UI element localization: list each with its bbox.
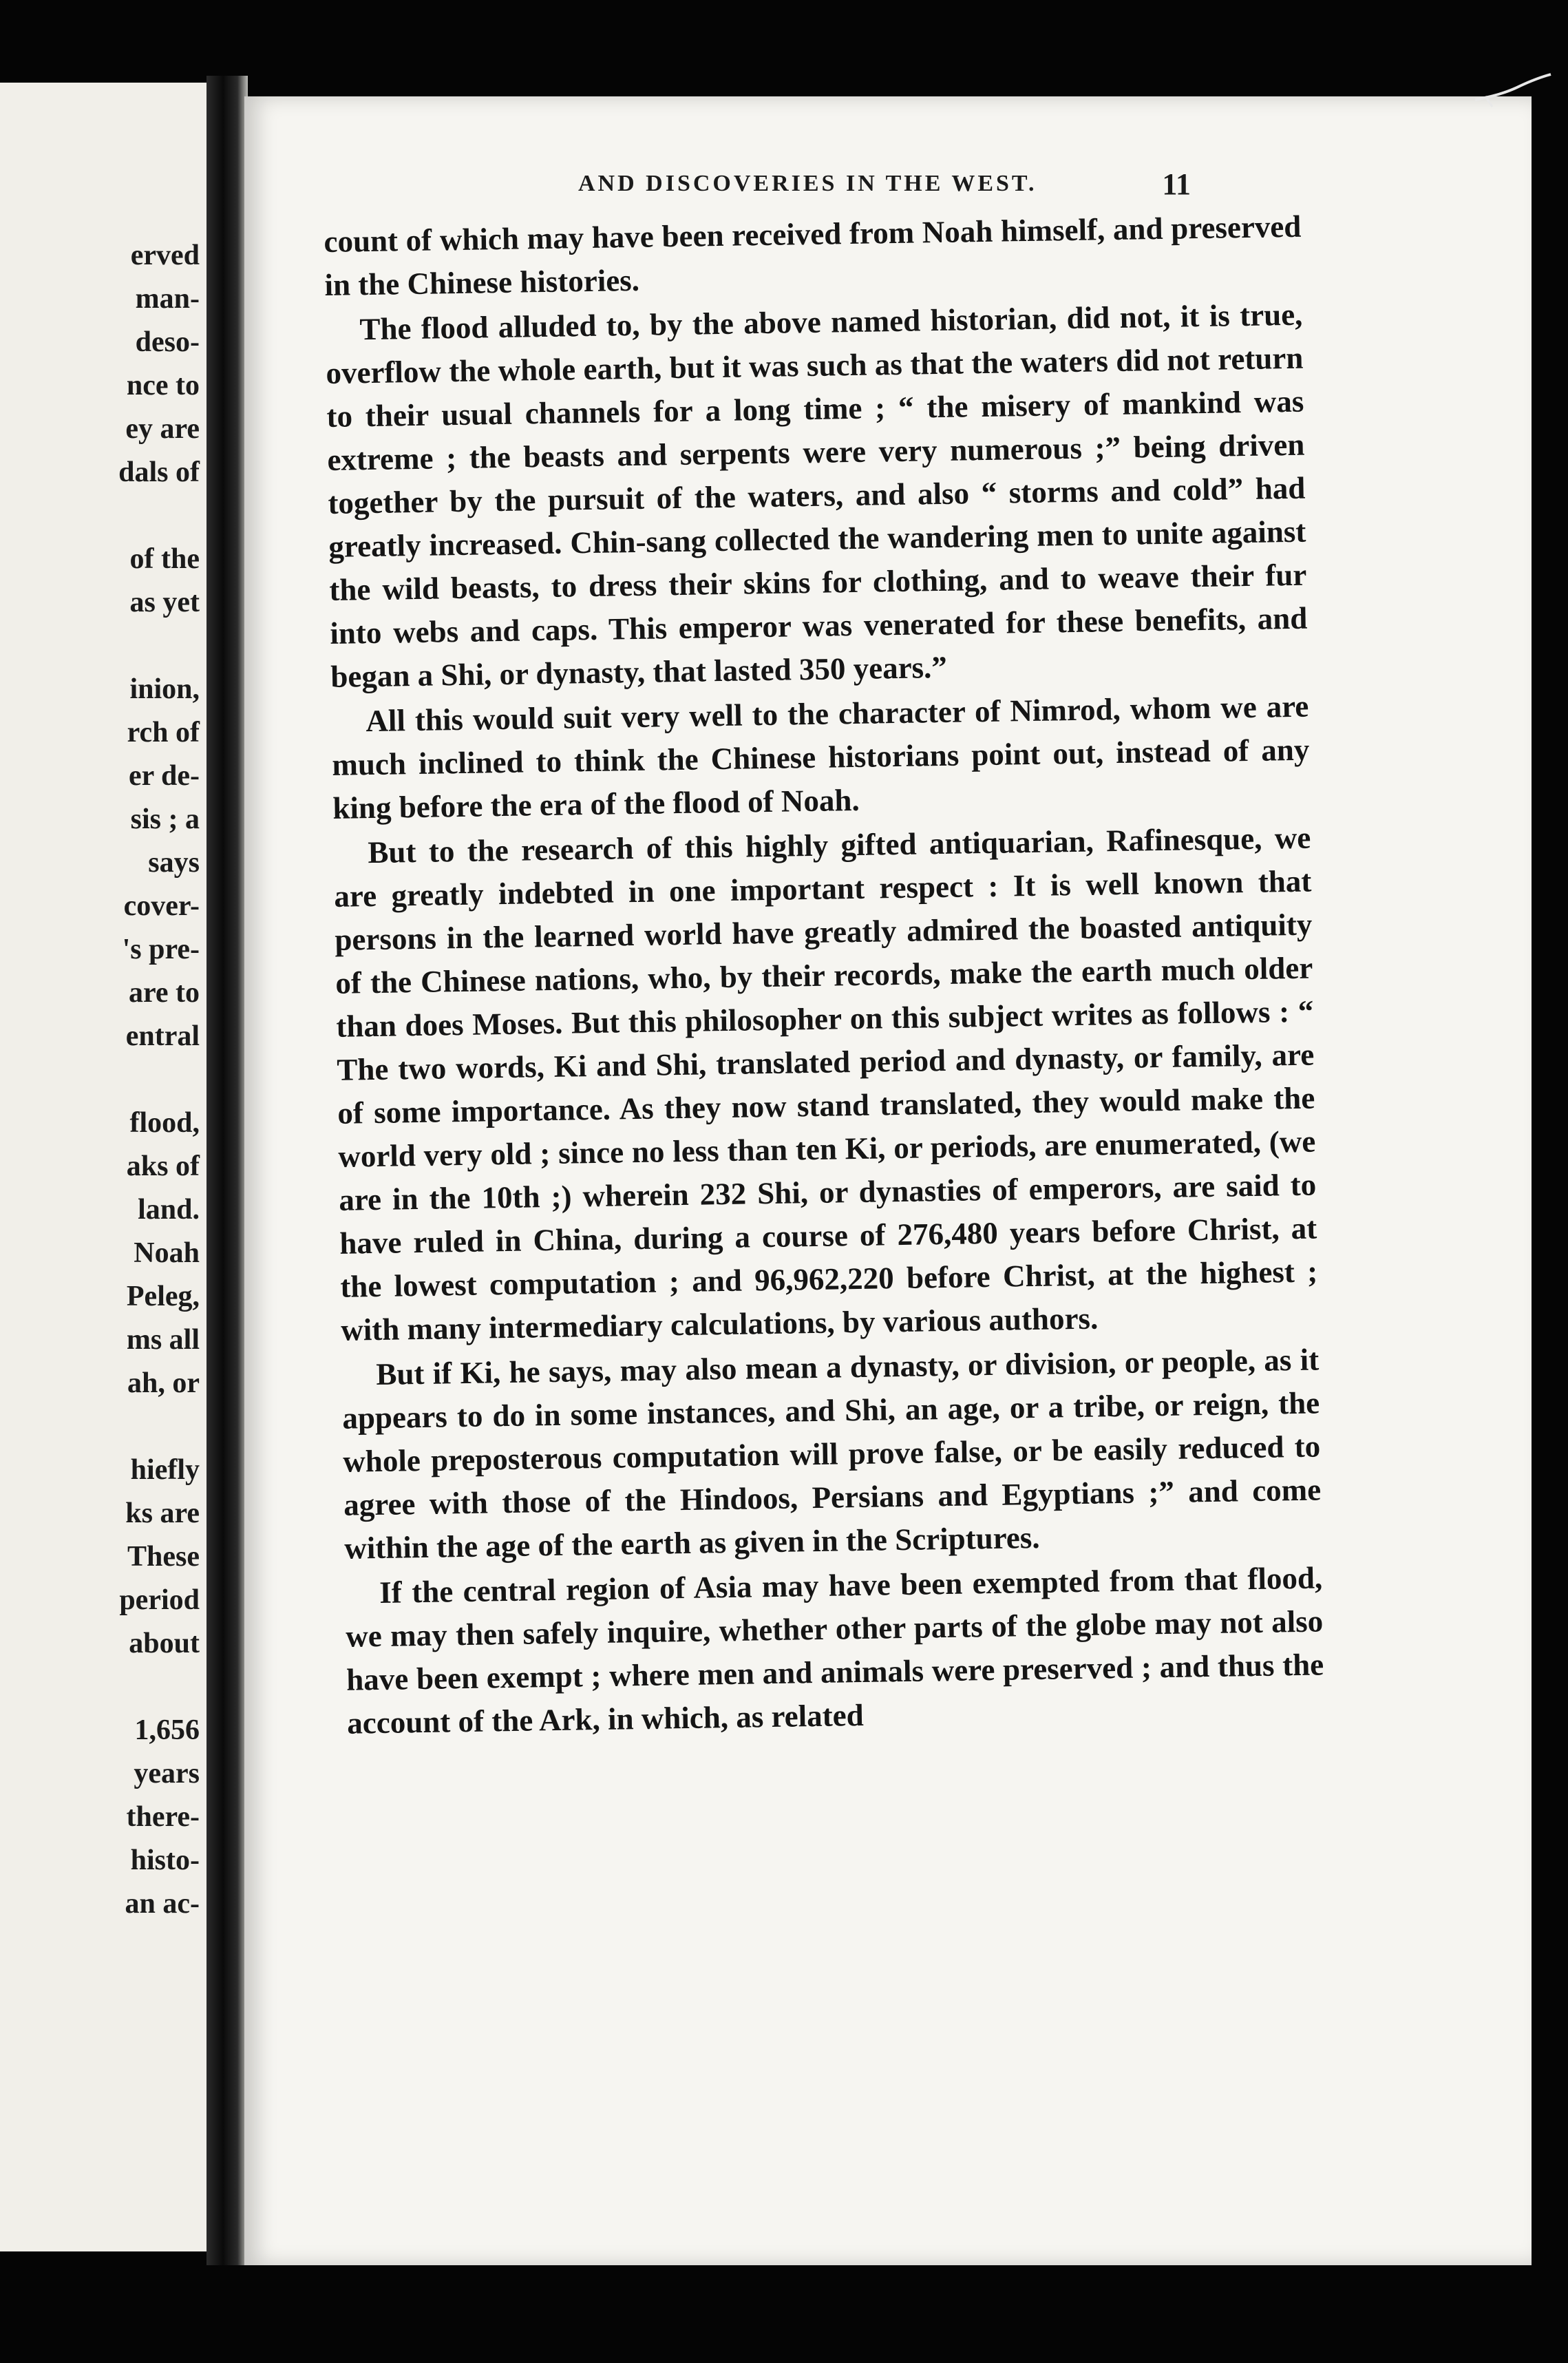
left-page-line: 's pre-	[122, 934, 200, 965]
left-page-line: land.	[138, 1194, 200, 1226]
left-page-line: rch of	[127, 717, 200, 748]
body-text	[324, 205, 1325, 1745]
page-header	[337, 167, 1191, 212]
left-page-line: ah, or	[127, 1367, 200, 1399]
left-page-line: of the	[129, 543, 200, 575]
left-page-line: flood,	[129, 1107, 200, 1139]
left-page-line: cover-	[123, 890, 200, 922]
left-page-line: are to	[128, 977, 200, 1009]
left-page-line: there-	[126, 1801, 200, 1833]
left-page-line: an ac-	[125, 1888, 200, 1920]
left-page-line: ks are	[125, 1498, 200, 1529]
left-page-line: These	[127, 1541, 200, 1573]
left-page-line: ms all	[126, 1324, 200, 1356]
left-page-line: sis ; a	[130, 804, 200, 835]
left-page-line: says	[148, 847, 200, 879]
left-page-line: inion,	[129, 673, 200, 705]
paragraph: The flood alluded to, by the above named historian, did not, it is true, overflow the whole earth, but it was such as that the waters did not return to their usual channels for a long time ; “ the misery of mankind was extreme ; the beasts and serpents were very numerous ;” being driven together by the pursuit of the waters, and also “ storms and cold” had greatly increased. Chin-sang collected the wandering men to unite against the wild beasts, to dress their skins for clothing, and to weave their fur into webs and caps. This emperor was venerated for these benefits, and began a Shi, or dynasty, that lasted 350 years.”	[326, 297, 1308, 694]
paragraph: But if Ki, he says, may also mean a dynasty, or division, or people, as it appears to do in some instances, and Shi, an age, or a tribe, or reign, the whole preposterous computation will prove false, or be easily reduced to agree with those of the Hindoos, Persians and Egyptians ;” and come within the age of the earth as given in the Scriptures.	[341, 1342, 1322, 1566]
left-page-line: as yet	[129, 587, 200, 618]
paragraph: But to the research of this highly gifted antiquarian, Rafinesque, we are greatly indebted in one important respect : It is well known that persons in the learned world have greatly admired the boasted antiquity of the Chinese nations, who, by their records, make the earth much older than does Moses. But this philosopher on this subject writes as follows : “ The two words, Ki and Shi, translated period and dynasty, or family, are of some importance. As they now stand translated, they would make the world very old ; since no less than ten Ki, or periods, are enumerated, (we are in the 10th ;) wherein 232 Shi, or dynasties of emperors, are said to have ruled in China, during a course of 276,480 years before Christ, at the lowest computation ; and 96,962,220 before Christ, at the highest ; with many intermediary calculations, by various authors.	[334, 820, 1318, 1347]
left-page-line: about	[129, 1628, 200, 1659]
running-head: AND DISCOVERIES IN THE WEST.	[578, 171, 1037, 196]
left-page-line: entral	[125, 1020, 200, 1052]
left-page-line: er de-	[128, 760, 200, 792]
paragraph: count of which may have been received from Noah himself, and preserved in the Chinese histories.	[324, 209, 1302, 302]
left-page-line: period	[119, 1584, 200, 1616]
left-page-line: histo-	[130, 1845, 200, 1876]
page-number: 11	[1162, 167, 1191, 201]
left-page-line: Peleg,	[126, 1281, 200, 1312]
left-page-line: Noah	[134, 1237, 200, 1269]
left-page-line: deso-	[135, 326, 200, 358]
left-page-line: man-	[135, 283, 200, 315]
left-facing-page	[0, 83, 206, 2251]
left-page-line: erved	[130, 240, 200, 271]
book-gutter	[206, 76, 248, 2265]
left-page-line: 1,656	[134, 1714, 200, 1746]
paragraph: If the central region of Asia may have been exempted from that flood, we may then safely inquire, whether other parts of the globe may not also have been exempt ; where men and animals were preserved ; and thus the account of the Ark, in which, as related	[345, 1560, 1324, 1741]
left-page-line: nce to	[126, 370, 200, 401]
left-page-line: hiefly	[130, 1454, 200, 1486]
paragraph: All this would suit very well to the character of Nimrod, whom we are much inclined to think the Chinese historians point out, instead of any king before the era of the flood of Noah.	[332, 689, 1310, 826]
left-page-line: aks of	[126, 1151, 200, 1182]
left-page-line: ey are	[125, 413, 200, 445]
left-page-line: dals of	[118, 456, 200, 488]
left-page-line: years	[134, 1758, 200, 1789]
page-corner-mark	[1472, 69, 1554, 110]
